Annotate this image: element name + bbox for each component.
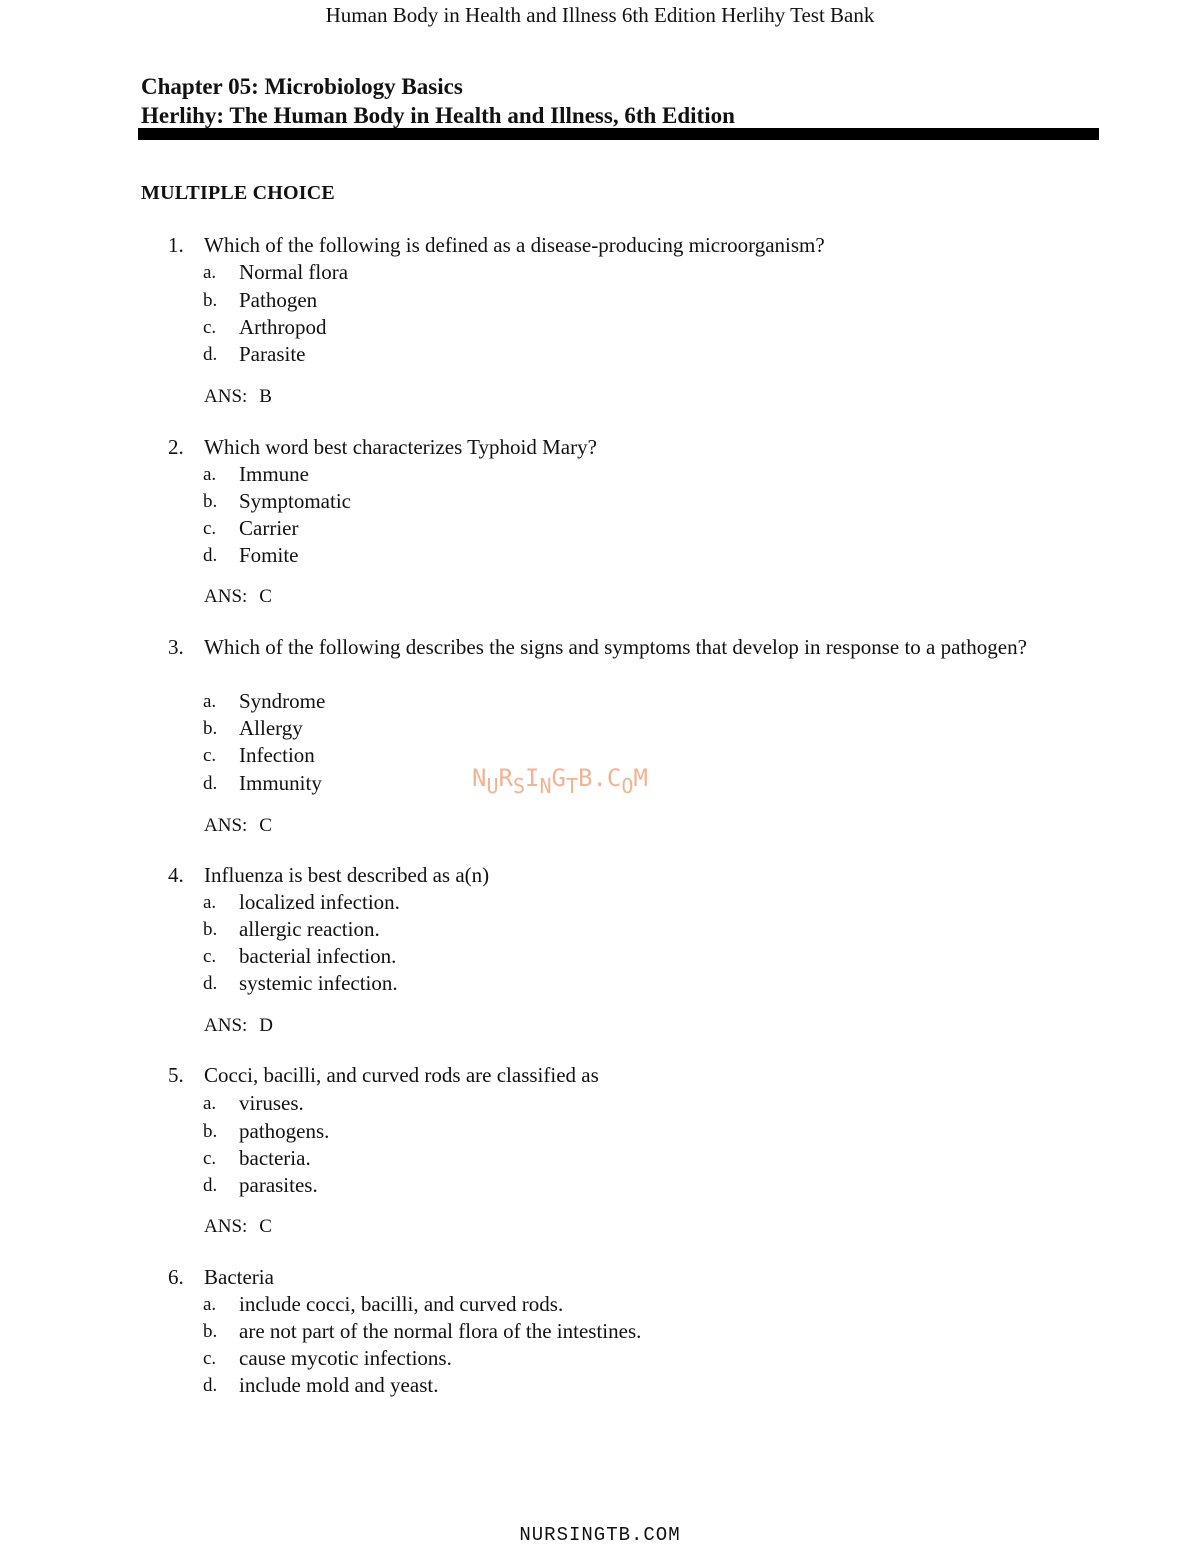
- question-number: 5.: [168, 1063, 184, 1087]
- option-c: [0, 314, 1200, 341]
- option-c: [0, 1145, 1200, 1172]
- option-text: Normal flora: [239, 260, 349, 284]
- option-letter: d.: [203, 973, 218, 994]
- option-letter: d.: [203, 545, 218, 566]
- option-text: parasites.: [239, 1173, 318, 1197]
- answer-label: ANS:: [204, 586, 248, 607]
- option-letter: a.: [203, 892, 217, 913]
- question-stem: Cocci, bacilli, and curved rods are classified as: [204, 1063, 599, 1087]
- option-a: [0, 688, 1200, 715]
- option-text: pathogens.: [239, 1119, 330, 1143]
- answer-value: B: [259, 386, 272, 407]
- option-letter: a.: [203, 1294, 217, 1315]
- option-letter: d.: [203, 1175, 218, 1196]
- option-text: allergic reaction.: [239, 917, 380, 941]
- option-a: [0, 1291, 1200, 1318]
- answer-line: [204, 383, 272, 410]
- option-text: Immunity: [239, 771, 322, 795]
- section-heading: MULTIPLE CHOICE: [141, 182, 335, 204]
- option-a: [0, 1090, 1200, 1117]
- question-number: 4.: [168, 863, 184, 887]
- option-b: [0, 1318, 1200, 1345]
- option-letter: a.: [203, 691, 217, 712]
- option-text: Parasite: [239, 342, 306, 366]
- option-letter: c.: [203, 317, 217, 338]
- option-d: [0, 542, 1200, 569]
- option-letter: b.: [203, 919, 218, 940]
- option-b: [0, 916, 1200, 943]
- option-a: [0, 889, 1200, 916]
- answer-label: ANS:: [204, 1015, 248, 1036]
- option-d: [0, 970, 1200, 997]
- option-text: Symptomatic: [239, 489, 351, 513]
- option-letter: b.: [203, 491, 218, 512]
- option-letter: d.: [203, 773, 218, 794]
- option-text: bacteria.: [239, 1146, 311, 1170]
- option-text: Pathogen: [239, 288, 318, 312]
- option-letter: d.: [203, 1375, 218, 1396]
- question-stem: Which of the following is defined as a disease-producing microorganism?: [204, 233, 825, 257]
- answer-label: ANS:: [204, 815, 248, 836]
- option-d: [0, 1172, 1200, 1199]
- question-number: 3.: [168, 635, 184, 659]
- answer-value: C: [259, 586, 272, 607]
- option-text: Fomite: [239, 543, 299, 567]
- option-letter: d.: [203, 344, 218, 365]
- question-number: 2.: [168, 435, 184, 459]
- option-b: [0, 488, 1200, 515]
- answer-value: C: [259, 815, 272, 836]
- option-letter: b.: [203, 1121, 218, 1142]
- answer-label: ANS:: [204, 1216, 248, 1237]
- chapter-title: Chapter 05: Microbiology Basics: [141, 74, 463, 99]
- answer-line: [204, 583, 272, 610]
- book-title: Herlihy: The Human Body in Health and Illness, 6th Edition: [141, 103, 735, 128]
- option-text: localized infection.: [239, 890, 400, 914]
- option-letter: c.: [203, 1148, 217, 1169]
- option-b: [0, 1118, 1200, 1145]
- option-text: systemic infection.: [239, 971, 398, 995]
- option-letter: c.: [203, 518, 217, 539]
- option-letter: c.: [203, 946, 217, 967]
- option-a: [0, 461, 1200, 488]
- answer-label: ANS:: [204, 386, 248, 407]
- answer-line: [204, 812, 272, 839]
- watermark: $N_UR_SI_NG_TB.C_OM$: [472, 764, 648, 798]
- answer-value: C: [259, 1216, 272, 1237]
- option-c: [0, 943, 1200, 970]
- option-d: [0, 341, 1200, 368]
- option-c: [0, 515, 1200, 542]
- heading-rule: [138, 128, 1099, 140]
- option-text: Arthropod: [239, 315, 327, 339]
- option-letter: b.: [203, 290, 218, 311]
- option-letter: b.: [203, 1321, 218, 1342]
- question-number: 1.: [168, 233, 184, 257]
- option-b: [0, 287, 1200, 314]
- question-number: 6.: [168, 1265, 184, 1289]
- option-text: cause mycotic infections.: [239, 1346, 452, 1370]
- option-letter: c.: [203, 1348, 217, 1369]
- option-text: Carrier: [239, 516, 299, 540]
- answer-value: D: [259, 1015, 274, 1036]
- option-c: [0, 1345, 1200, 1372]
- option-text: Allergy: [239, 716, 303, 740]
- answer-line: [204, 1213, 272, 1240]
- option-text: Syndrome: [239, 689, 326, 713]
- option-text: viruses.: [239, 1091, 304, 1115]
- question-stem: Influenza is best described as a(n): [204, 863, 490, 887]
- chapter-heading: [141, 72, 1099, 130]
- running-header: Human Body in Health and Illness 6th Edition Herlihy Test Bank: [325, 3, 875, 27]
- option-text: include mold and yeast.: [239, 1373, 439, 1397]
- question-stem: Which of the following describes the signs and symptoms that develop in response to a pathogen?: [204, 635, 1027, 659]
- option-letter: b.: [203, 718, 218, 739]
- option-text: bacterial infection.: [239, 944, 397, 968]
- answer-line: [204, 1012, 273, 1039]
- option-letter: a.: [203, 1093, 217, 1114]
- question-stem: Bacteria: [204, 1265, 274, 1289]
- option-d: [0, 1372, 1200, 1399]
- option-text: Immune: [239, 462, 309, 486]
- option-text: include cocci, bacilli, and curved rods.: [239, 1292, 564, 1316]
- option-text: Infection: [239, 743, 315, 767]
- page-footer: NURSINGTB.COM: [519, 1524, 681, 1546]
- option-letter: a.: [203, 464, 217, 485]
- option-b: [0, 715, 1200, 742]
- option-letter: a.: [203, 262, 217, 283]
- option-a: [0, 259, 1200, 286]
- option-letter: c.: [203, 745, 217, 766]
- option-text: are not part of the normal flora of the intestines.: [239, 1319, 642, 1343]
- question-stem: Which word best characterizes Typhoid Mary?: [204, 435, 597, 459]
